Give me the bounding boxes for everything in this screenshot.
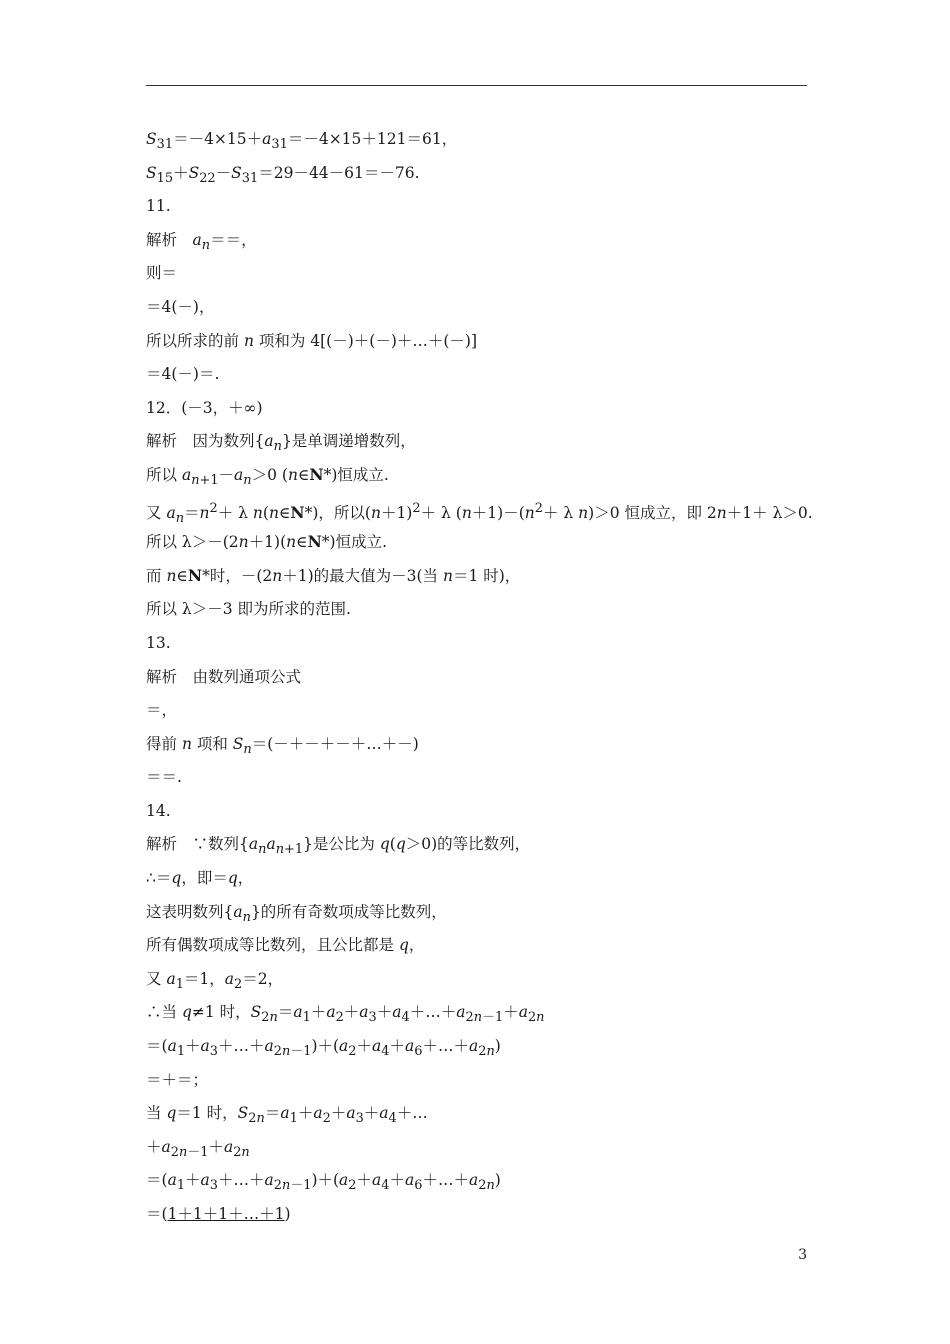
text-line: 所以 λ＞－3 即为所求的范围. xyxy=(146,600,351,619)
document-body xyxy=(146,126,826,1235)
text-line: ∴＝q，即＝q， xyxy=(146,869,254,888)
text-line: ＝4(－)， xyxy=(146,297,215,316)
text-line: 所以所求的前 n 项和为 4[(－)＋(－)＋…＋(－)] xyxy=(146,331,478,350)
text-line: 又 $a_1=1$，$a_2=2$， xyxy=(146,969,284,992)
text-line: 这表明数列$\{a_n\}$的所有奇数项成等比数列， xyxy=(146,902,447,925)
text-line: 解析 ∵数列$\{a_na_{n+1}\}$是公比为 q(q＞0)的等比数列， xyxy=(146,835,531,858)
text-line: 又 $a_n=n^2+ \lambda$ n(n∈N*)，所以$(n+1)^2+ \lambda$ $(n+1)-(n^2+ \lambda$ n)＞0 恒成立，即 2n＋1＋ λ＞0. xyxy=(146,500,813,526)
text-line: 所有偶数项成等比数列，且公比都是 q， xyxy=(146,936,425,955)
text-line: $+a_{2n-1}+a_{2n}$ xyxy=(146,1137,250,1160)
text-line: 11. xyxy=(146,197,171,216)
text-line: ＝＝. xyxy=(146,768,182,787)
header-rule xyxy=(146,85,807,86)
text-line: ＝＋＝； xyxy=(146,1070,209,1089)
text-line: ＝， xyxy=(146,701,178,720)
text-line: 当 q＝1 时，$S_{2n}=a_1+a_2+a_3+a_4+\dots$ xyxy=(146,1104,428,1127)
text-line: 所以 $a_{n+1}-a_n>0$ (n∈N*)恒成立. xyxy=(146,464,389,489)
text-line: 12．(－3，＋∞) xyxy=(146,398,263,417)
text-line: 得前 n 项和 $S_n=(-+-+-+\dots+-)$ xyxy=(146,734,419,757)
text-line: 解析 因为数列$\{a_n\}$是单调递增数列， xyxy=(146,432,416,455)
text-line: $S_{15}+S_{22}-S_{31}=29-44-61=-76$. xyxy=(146,163,420,186)
text-line: ＝(1＋1＋1＋…＋1) xyxy=(146,1205,291,1223)
text-line: 解析 由数列通项公式 xyxy=(146,667,302,686)
text-line: 13. xyxy=(146,633,171,652)
text-line: 所以 λ＞－(2n＋1)(n∈N*)恒成立. xyxy=(146,532,387,552)
page-number: 3 xyxy=(798,1247,807,1263)
text-line: 而 n∈N*时，－(2n＋1)的最大值为－3(当 n＝1 时)， xyxy=(146,565,521,585)
text-line: ＝4(－)＝. xyxy=(146,365,220,384)
text-line: 解析 $a_n==$， xyxy=(146,230,257,253)
text-line: $=(a_1+a_3+\dots+a_{2n-1})+(a_2+a_4+a_6+\dots+a_{2n})$ xyxy=(146,1171,501,1194)
text-line: 则＝ xyxy=(146,264,178,283)
text-line: 14. xyxy=(146,801,171,820)
text-line: $=(a_1+a_3+\dots+a_{2n-1})+(a_2+a_4+a_6+\dots+a_{2n})$ xyxy=(146,1037,501,1060)
text-line: ∴当 q≠1 时，$S_{2n}=a_1+a_2+a_3+a_4+\dots+a_{2n-1}+a_{2n}$ xyxy=(146,1003,545,1026)
text-line: $S_{31}=-4\times 15+a_{31}=-4\times 15+121=61$， xyxy=(146,130,458,153)
